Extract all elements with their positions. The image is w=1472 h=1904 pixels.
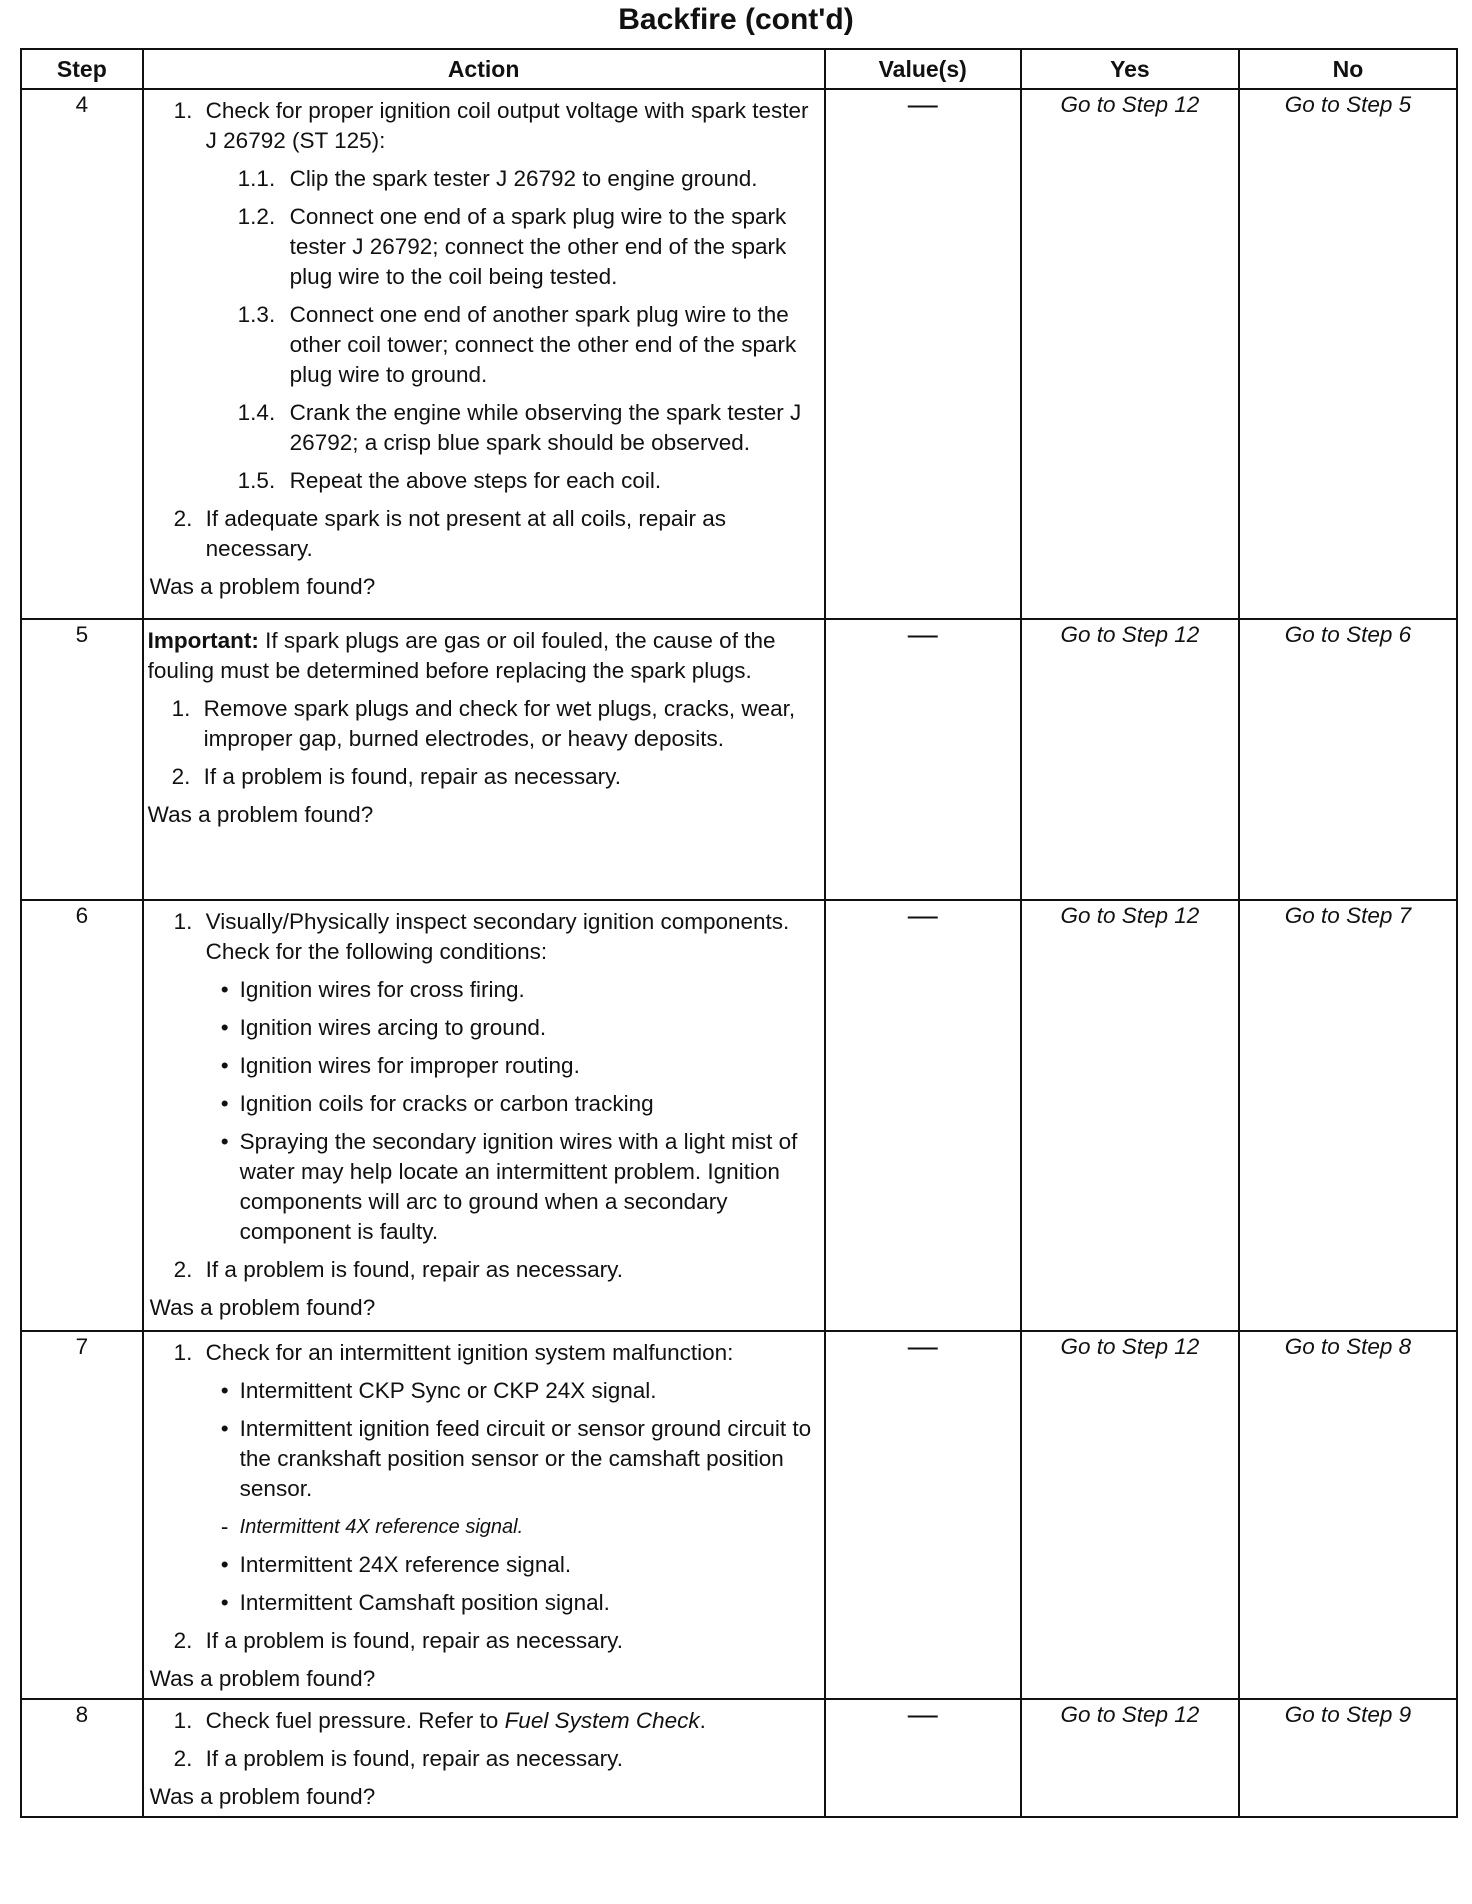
table-row <box>21 900 1457 1331</box>
value-cell: — <box>825 89 1021 619</box>
no-cell: Go to Step 7 <box>1239 900 1457 1331</box>
col-header-action: Action <box>143 49 825 89</box>
list-item: 1. Visually/Physically inspect secondary ignition components. Check for the following conditions: <box>173 909 790 964</box>
list-item: 2. If adequate spark is not present at all coils, repair as necessary. <box>173 506 726 561</box>
col-header-values: Value(s) <box>825 49 1021 89</box>
yes-cell: Go to Step 12 <box>1021 619 1239 900</box>
col-header-yes: Yes <box>1021 49 1239 89</box>
question-text: Was a problem found? <box>147 802 374 827</box>
value-cell: — <box>825 619 1021 900</box>
list-item: 1. Check for an intermittent ignition system malfunction: <box>173 1340 734 1365</box>
list-item: 1.2. Connect one end of a spark plug wire to the spark tester J 26792; connect the other end of the spark plug wire to the coil being tested. <box>237 204 787 289</box>
list-item: 1.5. Repeat the above steps for each coil. <box>237 468 662 493</box>
list-item: • Intermittent ignition feed circuit or sensor ground circuit to the crankshaft position sensor or the camshaft position sensor. <box>220 1416 812 1501</box>
question-text: Was a problem found? <box>149 1784 376 1809</box>
important-note: Important: If spark plugs are gas or oil fouled, the cause of the fouling must be determined before replacing the spark plugs. <box>147 628 776 683</box>
step-number: 7 <box>21 1331 143 1699</box>
yes-cell: Go to Step 12 <box>1021 900 1239 1331</box>
list-item: 2. If a problem is found, repair as necessary. <box>173 1746 623 1771</box>
no-cell: Go to Step 8 <box>1239 1331 1457 1699</box>
action-cell <box>143 89 825 619</box>
action-cell <box>143 619 825 900</box>
table-row <box>21 1699 1457 1817</box>
list-item: • Ignition wires for cross firing. <box>220 977 525 1002</box>
list-item: • Ignition coils for cracks or carbon tracking <box>220 1091 654 1116</box>
question-text: Was a problem found? <box>149 574 376 599</box>
step-number: 6 <box>21 900 143 1331</box>
list-item: 2. If a problem is found, repair as necessary. <box>173 1257 623 1282</box>
step-number: 5 <box>21 619 143 900</box>
value-cell: — <box>825 1699 1021 1817</box>
step-number: 8 <box>21 1699 143 1817</box>
value-cell: — <box>825 900 1021 1331</box>
yes-cell: Go to Step 12 <box>1021 1699 1239 1817</box>
list-item: • Ignition wires for improper routing. <box>220 1053 580 1078</box>
table-row <box>21 619 1457 900</box>
table-row <box>21 89 1457 619</box>
step-number: 4 <box>21 89 143 619</box>
action-cell <box>143 900 825 1331</box>
col-header-step: Step <box>21 49 143 89</box>
col-header-no: No <box>1239 49 1457 89</box>
action-cell <box>143 1331 825 1699</box>
value-cell: — <box>825 1331 1021 1699</box>
list-item: 1.3. Connect one end of another spark plug wire to the other coil tower; connect the other end of the spark plug wire to ground. <box>237 302 797 387</box>
list-item: • Ignition wires arcing to ground. <box>220 1015 547 1040</box>
no-cell: Go to Step 5 <box>1239 89 1457 619</box>
table-row <box>21 1331 1457 1699</box>
list-item: • Intermittent Camshaft position signal. <box>220 1590 610 1615</box>
yes-cell: Go to Step 12 <box>1021 89 1239 619</box>
list-item: 1.4. Crank the engine while observing the spark tester J 26792; a crisp blue spark should be observed. <box>237 400 802 455</box>
list-item: 2. If a problem is found, repair as necessary. <box>171 764 621 789</box>
header-row <box>21 49 1457 89</box>
list-item: 2. If a problem is found, repair as necessary. <box>173 1628 623 1653</box>
page-title: Backfire (cont'd) <box>618 3 854 36</box>
list-item: 1. Check fuel pressure. Refer to Fuel System Check. <box>173 1708 706 1733</box>
list-item: - Intermittent 4X reference signal. <box>220 1514 524 1539</box>
no-cell: Go to Step 6 <box>1239 619 1457 900</box>
list-item: 1. Check for proper ignition coil output voltage with spark tester J 26792 (ST 125): <box>173 98 809 153</box>
question-text: Was a problem found? <box>149 1295 376 1320</box>
question-text: Was a problem found? <box>149 1666 376 1691</box>
yes-cell: Go to Step 12 <box>1021 1331 1239 1699</box>
list-item: • Intermittent CKP Sync or CKP 24X signal. <box>220 1378 657 1403</box>
no-cell: Go to Step 9 <box>1239 1699 1457 1817</box>
list-item: 1.1. Clip the spark tester J 26792 to engine ground. <box>237 166 758 191</box>
list-item: 1. Remove spark plugs and check for wet plugs, cracks, wear, improper gap, burned electrodes, or heavy deposits. <box>171 696 796 751</box>
list-item: • Intermittent 24X reference signal. <box>220 1552 572 1577</box>
list-item: • Spraying the secondary ignition wires with a light mist of water may help locate an intermittent problem. Ignition components will arc to ground when a secondary component is faulty. <box>220 1129 798 1244</box>
action-cell <box>143 1699 825 1817</box>
diagnostic-table <box>20 48 1458 1818</box>
